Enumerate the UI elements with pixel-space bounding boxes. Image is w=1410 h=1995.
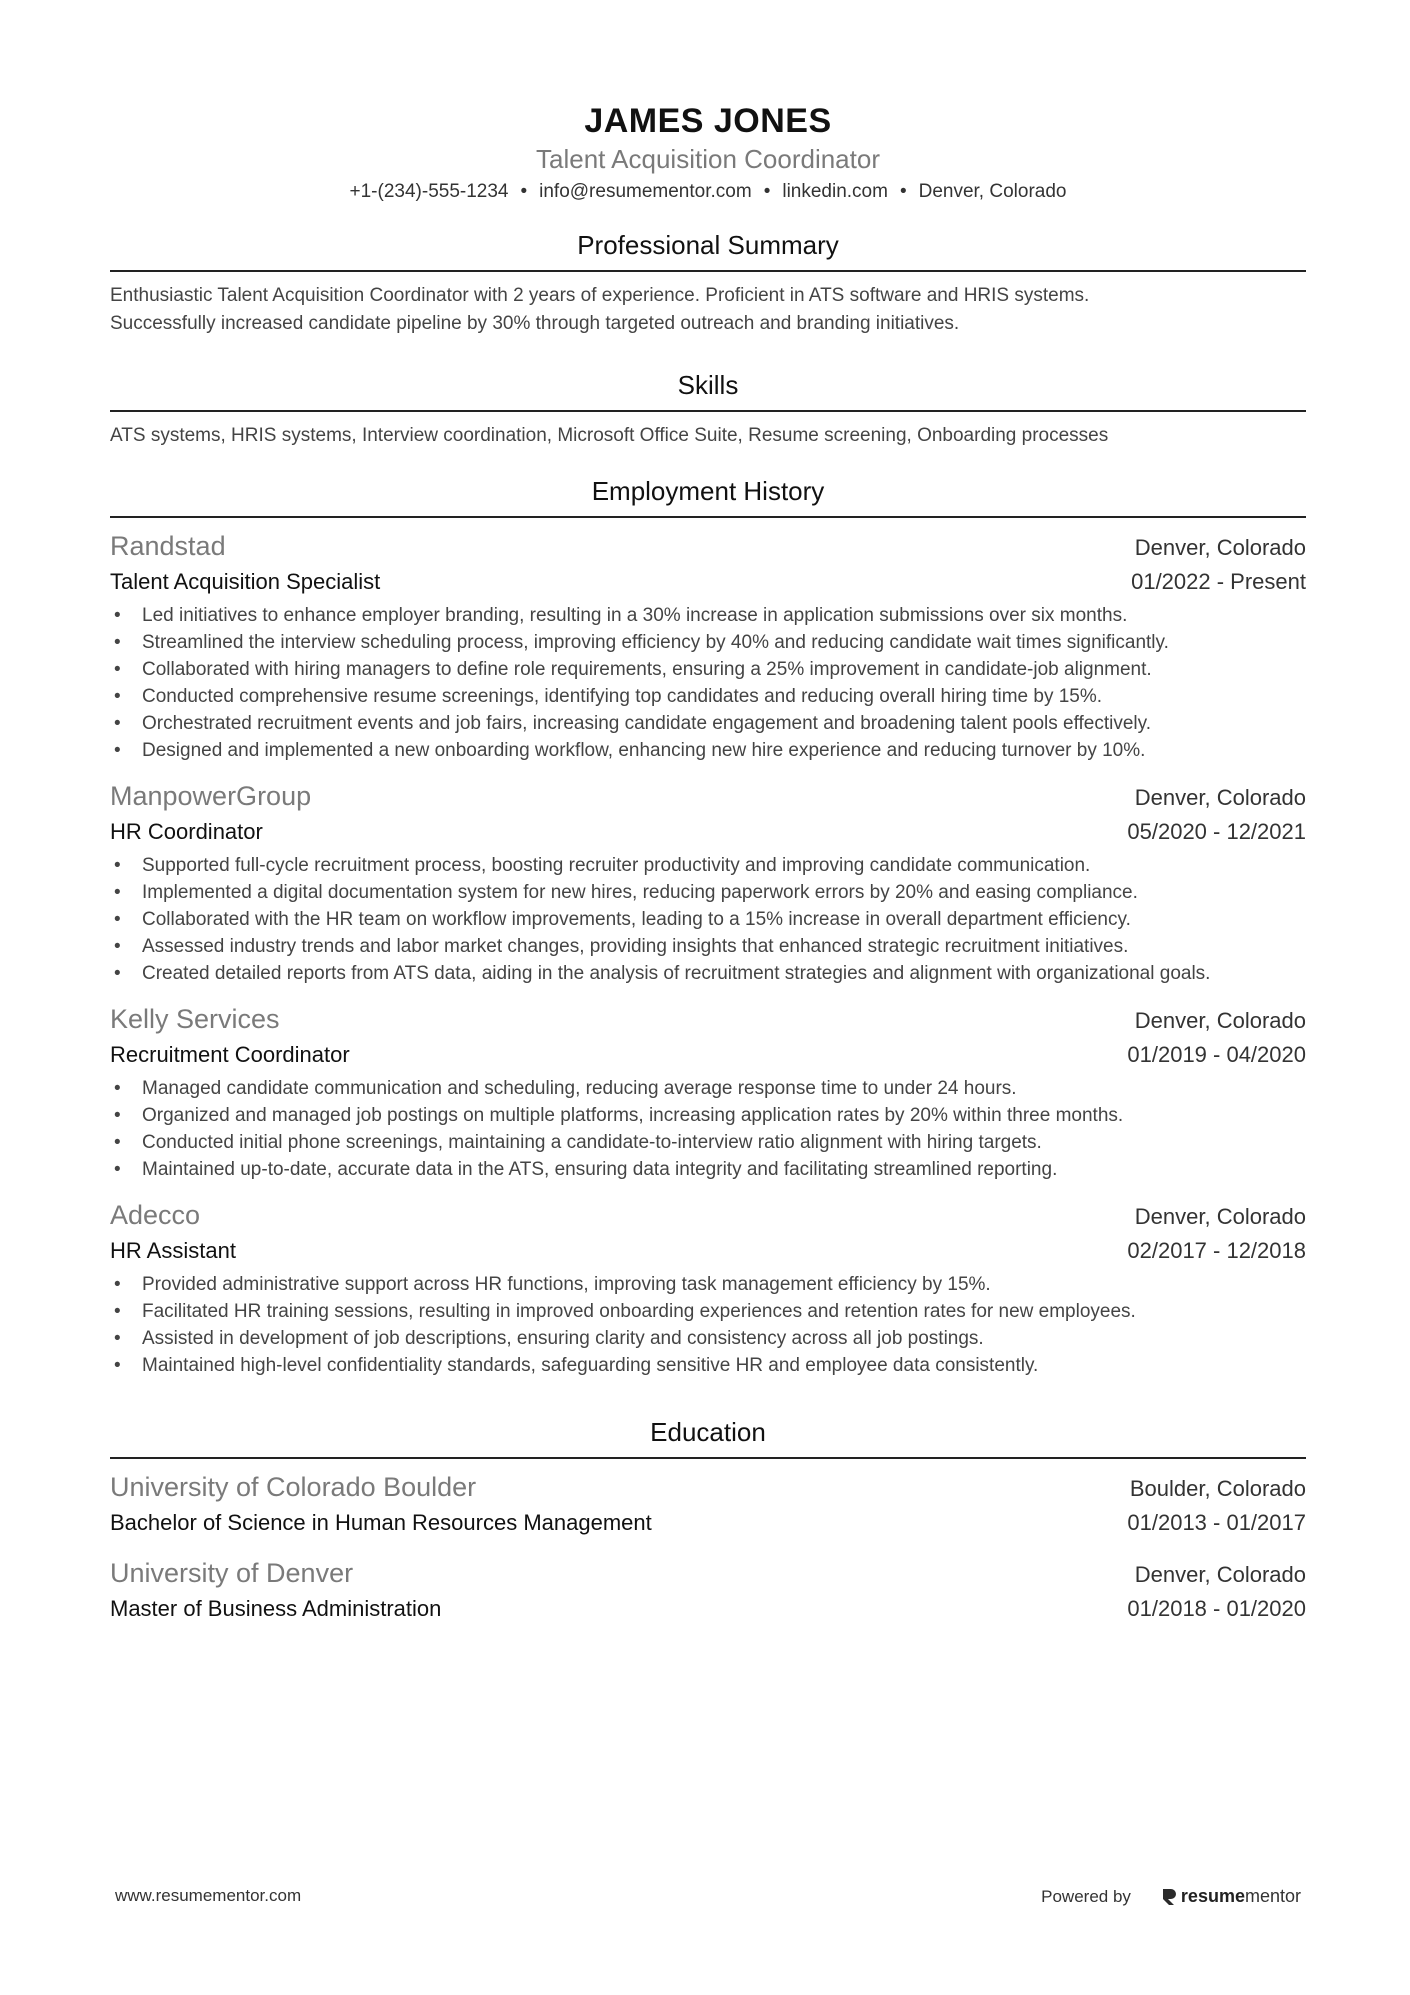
employment-section [110, 474, 1306, 1379]
school-location: Boulder, Colorado [1129, 1476, 1306, 1501]
contact-line [110, 178, 1306, 206]
job-role: HR Coordinator [110, 819, 263, 844]
list-item: • Assessed industry trends and labor market changes, providing insights that enhanced strategic recruitment initiatives. [110, 933, 1306, 960]
summary-heading: Professional Summary [110, 228, 1306, 272]
page-footer [115, 1886, 1301, 1916]
list-item: • Maintained up-to-date, accurate data in the ATS, ensuring data integrity and facilitating streamlined reporting. [110, 1156, 1306, 1183]
job-role: Talent Acquisition Specialist [110, 569, 381, 594]
skills-heading: Skills [110, 368, 1306, 412]
job-location: Denver, Colorado [1134, 1204, 1306, 1229]
summary-section [110, 228, 1306, 338]
list-item: • Supported full-cycle recruitment process, boosting recruiter productivity and improving candidate communication. [110, 852, 1306, 879]
list-item: • Facilitated HR training sessions, resulting in improved onboarding experiences and retention rates for new employees. [110, 1298, 1306, 1325]
list-item: • Implemented a digital documentation system for new hires, reducing paperwork errors by 20% and easing compliance. [110, 879, 1306, 906]
list-item: • Created detailed reports from ATS data, aiding in the analysis of recruitment strategies and alignment with organizational goals. [110, 960, 1306, 987]
summary-line: Enthusiastic Talent Acquisition Coordinator with 2 years of experience. Proficient in ATS software and HRIS systems. [110, 285, 1090, 306]
job-dates: 05/2020 - 12/2021 [1127, 819, 1306, 844]
logo-bold-part: resume [1180, 1886, 1245, 1906]
resume-page [110, 0, 1306, 1627]
summary-text [110, 282, 1306, 338]
list-item: • Conducted initial phone screenings, maintaining a candidate-to-interview ratio alignment with hiring targets. [110, 1129, 1306, 1156]
resume-header [110, 100, 1306, 206]
job-company: Adecco [110, 1200, 201, 1230]
footer-website-link[interactable]: www.resumementor.com [115, 1886, 302, 1905]
bullet-separator-icon: • [520, 181, 528, 202]
education-section [110, 1415, 1306, 1627]
list-item: • Organized and managed job postings on multiple platforms, increasing application rates by 20% within three months. [110, 1102, 1306, 1129]
list-item: • Managed candidate communication and scheduling, reducing average response time to under 24 hours. [110, 1075, 1306, 1102]
job-bullets [110, 602, 1306, 764]
job-entry [110, 1197, 1306, 1379]
school-dates: 01/2013 - 01/2017 [1127, 1510, 1306, 1535]
job-role: HR Assistant [110, 1238, 236, 1263]
logo-light-part: mentor [1244, 1886, 1301, 1906]
skills-text: ATS systems, HRIS systems, Interview coordination, Microsoft Office Suite, Resume screening, Onboarding processes [110, 425, 1109, 446]
summary-line: Successfully increased candidate pipeline by 30% through targeted outreach and branding initiatives. [110, 313, 960, 334]
resumementor-logo-icon [1161, 1887, 1177, 1907]
job-location: Denver, Colorado [1134, 535, 1306, 560]
footer-branding [1041, 1886, 1301, 1907]
school-dates: 01/2018 - 01/2020 [1127, 1596, 1306, 1621]
employment-heading: Employment History [110, 474, 1306, 518]
job-entry [110, 528, 1306, 764]
job-role: Recruitment Coordinator [110, 1042, 350, 1067]
job-bullets [110, 852, 1306, 987]
school-name: University of Colorado Boulder [110, 1472, 477, 1502]
list-item: • Led initiatives to enhance employer branding, resulting in a 30% increase in application submissions over six months. [110, 602, 1306, 629]
school-location: Denver, Colorado [1134, 1562, 1306, 1587]
skills-section [110, 368, 1306, 450]
list-item: • Assisted in development of job descriptions, ensuring clarity and consistency across all job postings. [110, 1325, 1306, 1352]
job-dates: 01/2019 - 04/2020 [1127, 1042, 1306, 1067]
education-heading: Education [110, 1415, 1306, 1459]
contact-email[interactable]: info@resumementor.com [539, 181, 752, 202]
contact-phone: +1-(234)-555-1234 [349, 181, 509, 202]
job-bullets [110, 1075, 1306, 1183]
degree-name: Master of Business Administration [110, 1596, 442, 1621]
powered-by-label: Powered by [1041, 1886, 1131, 1906]
resumementor-logo[interactable] [1161, 1886, 1301, 1907]
list-item: • Streamlined the interview scheduling process, improving efficiency by 40% and reducing candidate wait times significantly. [110, 629, 1306, 656]
list-item: • Provided administrative support across HR functions, improving task management efficiency by 15%. [110, 1271, 1306, 1298]
education-entry [110, 1469, 1306, 1541]
job-dates: 01/2022 - Present [1131, 569, 1306, 594]
contact-location: Denver, Colorado [918, 181, 1067, 202]
bullet-separator-icon: • [899, 181, 907, 202]
job-company: Kelly Services [110, 1004, 280, 1034]
list-item: • Collaborated with the HR team on workflow improvements, leading to a 15% increase in overall department efficiency. [110, 906, 1306, 933]
job-bullets [110, 1271, 1306, 1379]
list-item: • Collaborated with hiring managers to define role requirements, ensuring a 25% improvement in candidate-job alignment. [110, 656, 1306, 683]
candidate-name: JAMES JONES [584, 102, 832, 140]
job-dates: 02/2017 - 12/2018 [1127, 1238, 1306, 1263]
list-item: • Orchestrated recruitment events and job fairs, increasing candidate engagement and broadening talent pools effectively. [110, 710, 1306, 737]
degree-name: Bachelor of Science in Human Resources Management [110, 1510, 652, 1535]
list-item: • Conducted comprehensive resume screenings, identifying top candidates and reducing overall hiring time by 15%. [110, 683, 1306, 710]
job-company: ManpowerGroup [110, 781, 312, 811]
list-item: • Maintained high-level confidentiality standards, safeguarding sensitive HR and employee data consistently. [110, 1352, 1306, 1379]
logo-wordmark [1181, 1886, 1301, 1907]
job-location: Denver, Colorado [1134, 785, 1306, 810]
job-company: Randstad [110, 531, 226, 561]
education-entry [110, 1555, 1306, 1627]
candidate-title: Talent Acquisition Coordinator [536, 144, 880, 174]
job-location: Denver, Colorado [1134, 1008, 1306, 1033]
list-item: • Designed and implemented a new onboarding workflow, enhancing new hire experience and reducing turnover by 10%. [110, 737, 1306, 764]
bullet-separator-icon: • [763, 181, 771, 202]
job-entry [110, 1001, 1306, 1183]
school-name: University of Denver [110, 1558, 354, 1588]
contact-linkedin[interactable]: linkedin.com [782, 181, 888, 202]
job-entry [110, 778, 1306, 987]
